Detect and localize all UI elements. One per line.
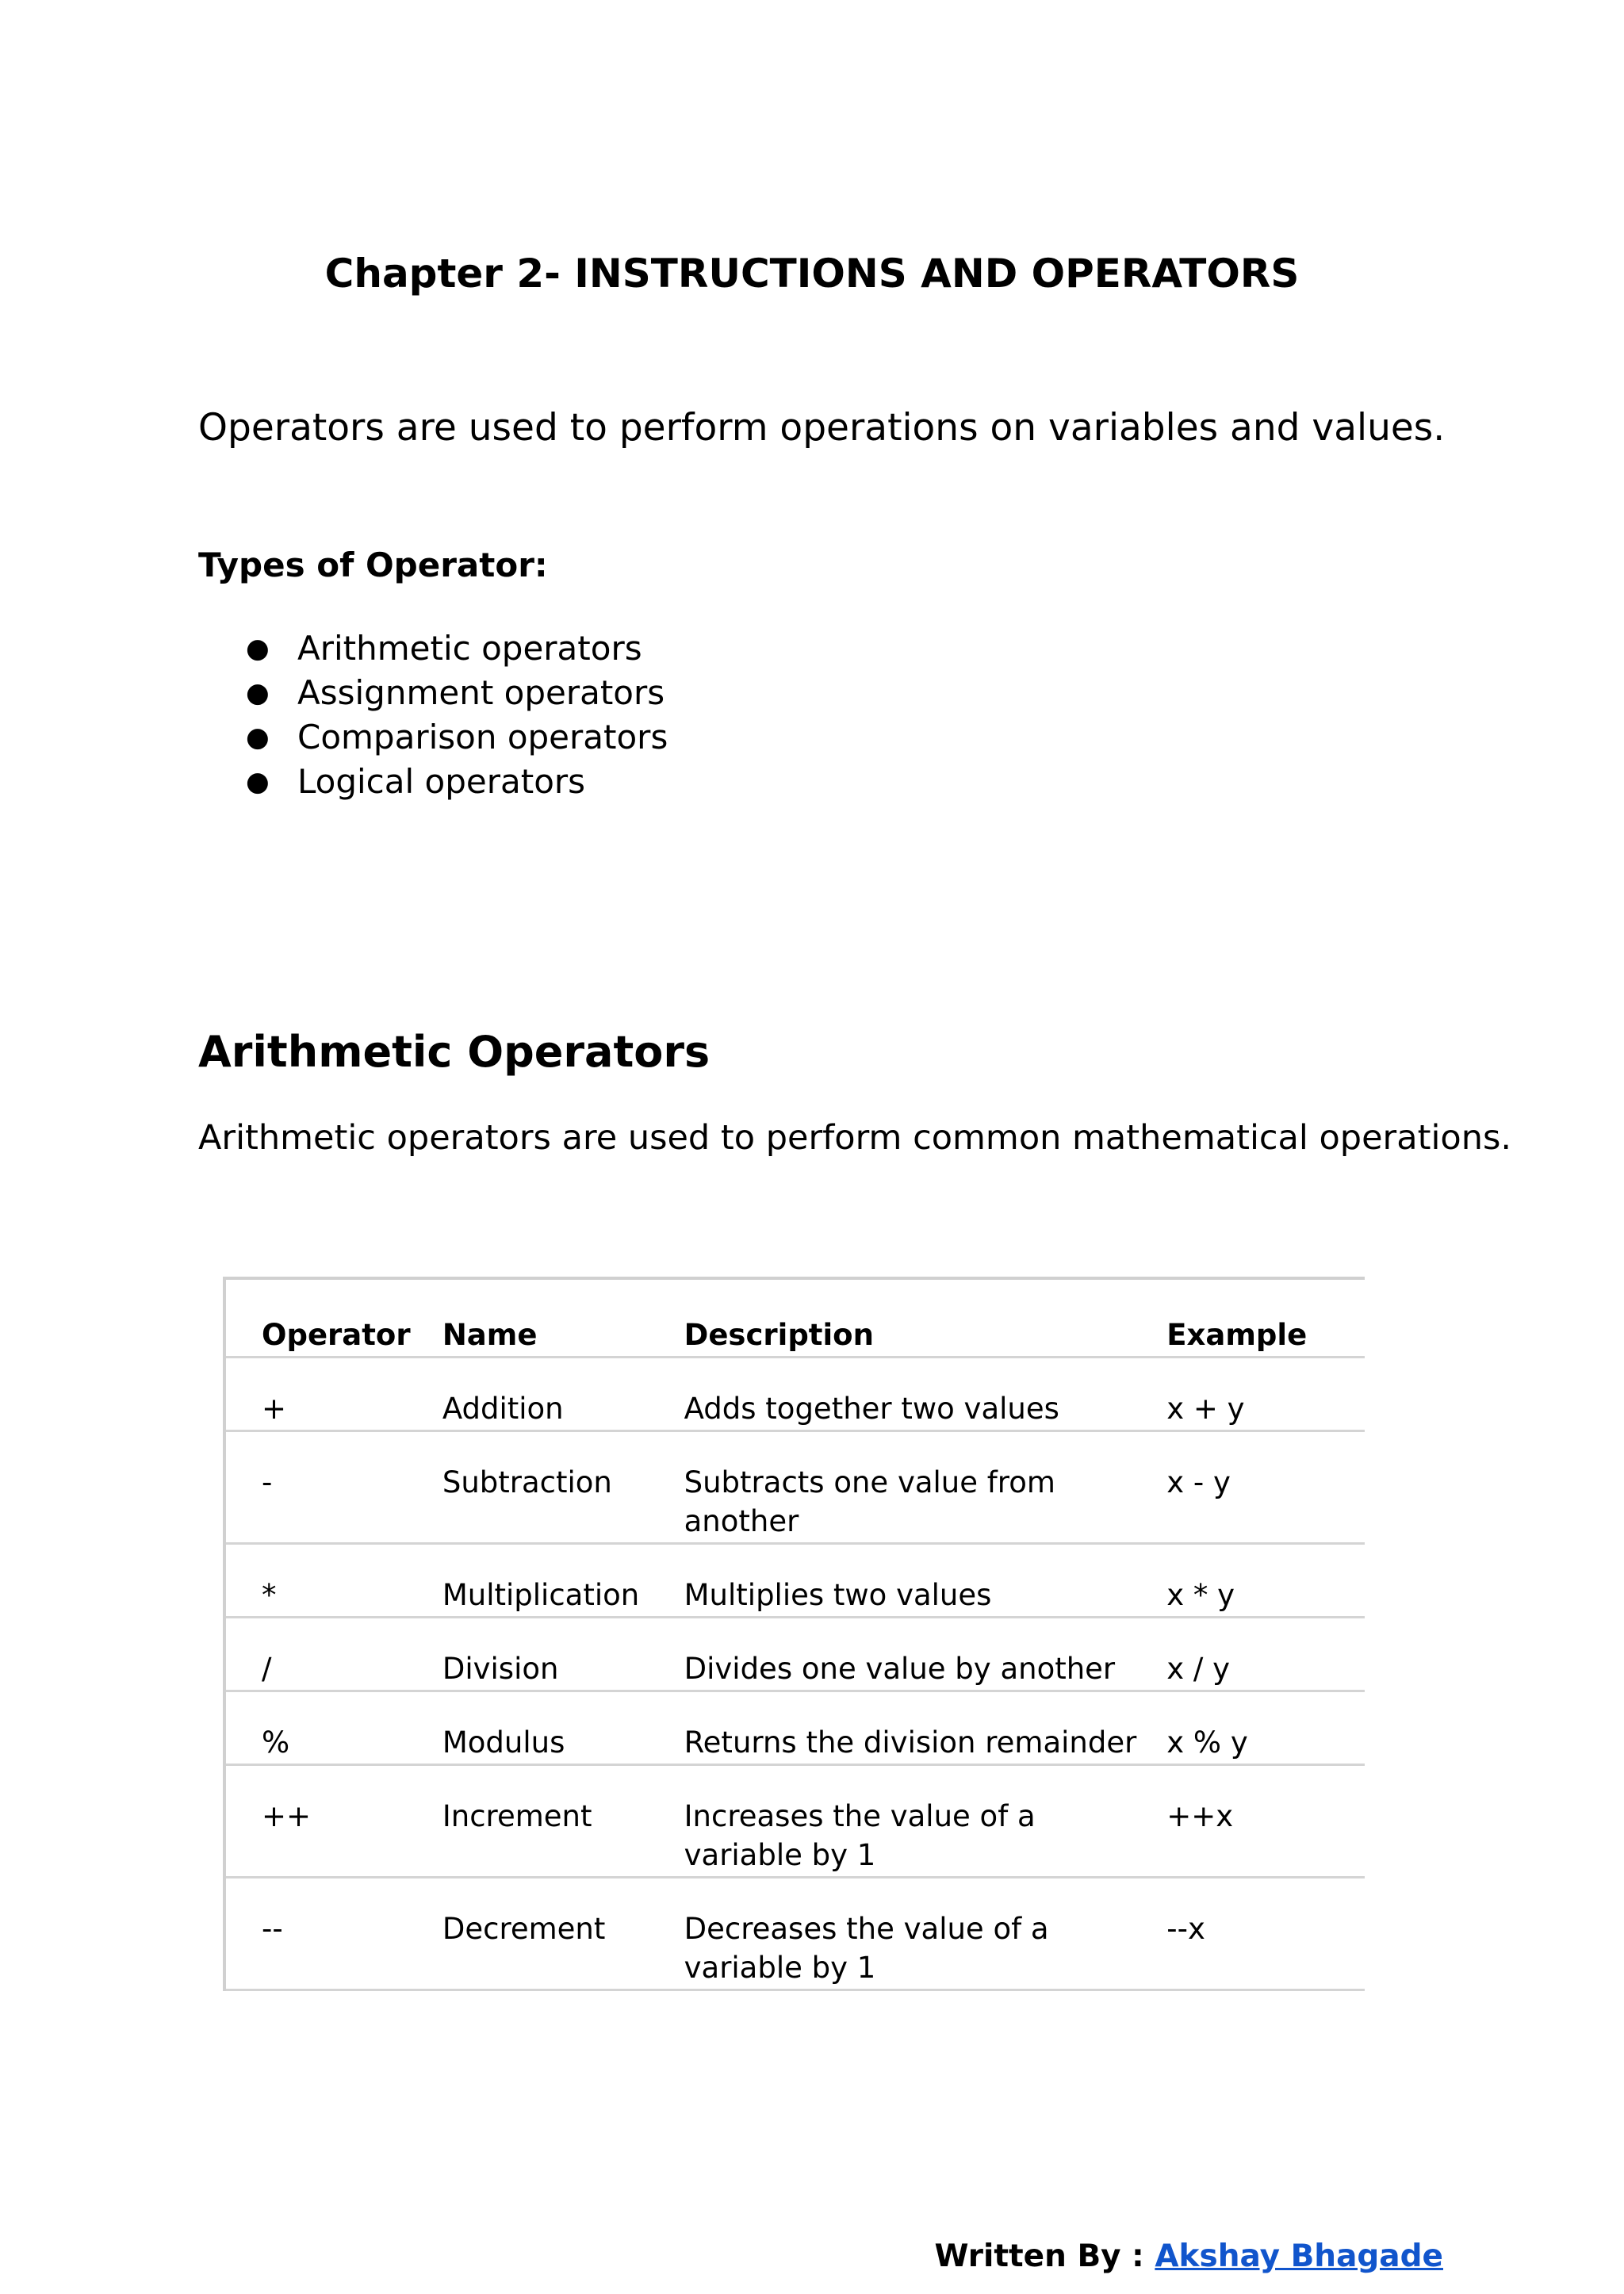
operator-types-list — [198, 626, 668, 804]
cell-operator: ++ — [224, 1765, 442, 1878]
cell-example: x * y — [1166, 1544, 1365, 1618]
table-row — [224, 1358, 1365, 1431]
cell-operator: % — [224, 1691, 442, 1765]
cell-example: x % y — [1166, 1691, 1365, 1765]
cell-description: Decreases the value of a variable by 1 — [684, 1878, 1167, 1990]
header-example: Example — [1166, 1278, 1365, 1358]
table-row — [224, 1878, 1365, 1990]
cell-description: Returns the division remainder — [684, 1691, 1167, 1765]
list-item — [198, 715, 668, 760]
header-name: Name — [442, 1278, 684, 1358]
cell-operator: - — [224, 1431, 442, 1544]
footer-credit — [934, 2236, 1443, 2277]
arithmetic-description: Arithmetic operators are used to perform common mathematical operations. — [198, 1118, 1512, 1158]
bullet-icon: ● — [246, 633, 270, 664]
cell-name: Multiplication — [442, 1544, 684, 1618]
cell-example: x - y — [1166, 1431, 1365, 1544]
cell-example: x + y — [1166, 1358, 1365, 1431]
list-item-label: Arithmetic operators — [297, 629, 642, 668]
header-description: Description — [684, 1278, 1167, 1358]
table-row — [224, 1431, 1365, 1544]
bullet-icon: ● — [246, 766, 270, 798]
chapter-title: Chapter 2- INSTRUCTIONS AND OPERATORS — [324, 251, 1300, 297]
table-row — [224, 1618, 1365, 1691]
cell-operator: * — [224, 1544, 442, 1618]
table-row — [224, 1691, 1365, 1765]
list-item — [198, 671, 668, 715]
list-item-label: Logical operators — [297, 762, 586, 801]
list-item — [198, 626, 668, 671]
cell-description: Increases the value of a variable by 1 — [684, 1765, 1167, 1878]
cell-operator: / — [224, 1618, 442, 1691]
bullet-icon: ● — [246, 722, 270, 753]
header-operator: Operator — [224, 1278, 442, 1358]
cell-name: Decrement — [442, 1878, 684, 1990]
cell-name: Addition — [442, 1358, 684, 1431]
cell-operator: + — [224, 1358, 442, 1431]
types-heading: Types of Operator: — [198, 546, 548, 584]
table-row — [224, 1765, 1365, 1878]
cell-name: Increment — [442, 1765, 684, 1878]
cell-description: Divides one value by another — [684, 1618, 1167, 1691]
intro-text: Operators are used to perform operations on variables and values. — [198, 406, 1446, 450]
cell-description: Subtracts one value from another — [684, 1431, 1167, 1544]
cell-operator: -- — [224, 1878, 442, 1990]
cell-name: Division — [442, 1618, 684, 1691]
arithmetic-operators-table — [223, 1277, 1365, 1991]
cell-example: ++x — [1166, 1765, 1365, 1878]
list-item-label: Comparison operators — [297, 718, 668, 756]
arithmetic-heading: Arithmetic Operators — [198, 1027, 710, 1077]
footer-label: Written By : — [934, 2238, 1155, 2274]
cell-name: Modulus — [442, 1691, 684, 1765]
cell-example: --x — [1166, 1878, 1365, 1990]
author-link[interactable]: Akshay Bhagade — [1155, 2238, 1443, 2274]
table-header-row — [224, 1278, 1365, 1358]
table-row — [224, 1544, 1365, 1618]
list-item — [198, 760, 668, 804]
cell-description: Multiplies two values — [684, 1544, 1167, 1618]
list-item-label: Assignment operators — [297, 673, 665, 712]
cell-description: Adds together two values — [684, 1358, 1167, 1431]
cell-example: x / y — [1166, 1618, 1365, 1691]
bullet-icon: ● — [246, 677, 270, 709]
cell-name: Subtraction — [442, 1431, 684, 1544]
